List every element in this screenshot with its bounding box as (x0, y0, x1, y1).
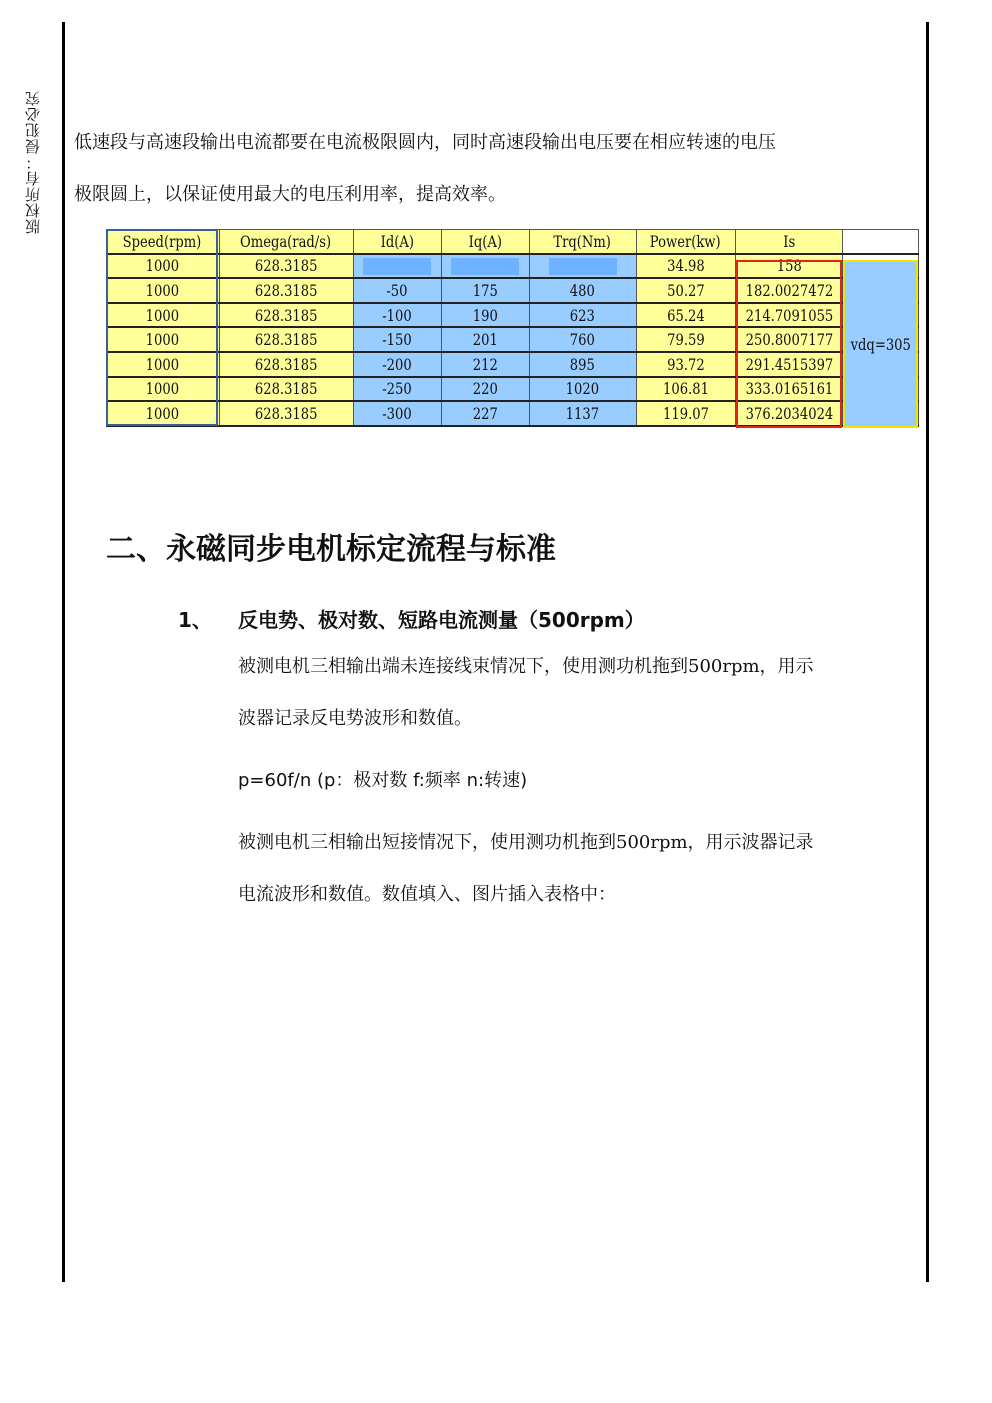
cell-power: 34.98 (636, 254, 735, 279)
cell-trq: 623 (529, 303, 636, 328)
cell-omega: 628.3185 (219, 401, 353, 426)
cell-power: 79.59 (636, 327, 735, 352)
cell-speed: 1000 (106, 254, 219, 279)
table-header-row (106, 230, 919, 254)
cell-iq: 227 (441, 401, 529, 426)
paragraph-1-line-1: 被测电机三相输出端未连接线束情况下，使用测功机拖到500rpm，用示 (238, 656, 814, 677)
cell-speed: 1000 (106, 377, 219, 402)
cell-id: -300 (353, 401, 441, 426)
copyright-side-label: 版权所有：侵犯必究 (24, 90, 42, 234)
header-speed: Speed(rpm) (106, 230, 219, 254)
header-is: Is (735, 230, 843, 254)
table-row (106, 352, 919, 377)
cell-power: 119.07 (636, 401, 735, 426)
cell-is: 158 (735, 254, 843, 279)
cell-power: 65.24 (636, 303, 735, 328)
vdq-note-box: vdq=305 (843, 260, 918, 428)
paragraph-2-line-2: 电流波形和数值。数值填入、图片插入表格中： (238, 884, 616, 905)
cell-trq-blank (529, 254, 636, 279)
table-row (106, 401, 919, 426)
cell-trq: 760 (529, 327, 636, 352)
cell-is: 182.0027472 (735, 278, 843, 303)
table-row (106, 303, 919, 328)
cell-trq: 1137 (529, 401, 636, 426)
cell-speed: 1000 (106, 327, 219, 352)
subsection-number: 1、 (178, 608, 212, 632)
header-blank (843, 230, 919, 254)
cell-iq: 220 (441, 377, 529, 402)
cell-speed: 1000 (106, 401, 219, 426)
cell-omega: 628.3185 (219, 278, 353, 303)
cell-iq: 212 (441, 352, 529, 377)
intro-line-1: 低速段与高速段输出电流都要在电流极限圆内，同时高速段输出电压要在相应转速的电压 (74, 132, 776, 153)
cell-id: -100 (353, 303, 441, 328)
pole-pair-formula: p=60f/n (p：极对数 f:频率 n:转速) (238, 770, 528, 791)
motor-data-table (106, 229, 919, 427)
left-margin-rule (62, 22, 65, 1282)
header-power: Power(kw) (636, 230, 735, 254)
right-margin-rule (926, 22, 929, 1282)
cell-omega: 628.3185 (219, 327, 353, 352)
subsection-heading: 反电势、极对数、短路电流测量（500rpm） (238, 608, 645, 632)
cell-speed: 1000 (106, 303, 219, 328)
cell-speed: 1000 (106, 278, 219, 303)
cell-trq: 480 (529, 278, 636, 303)
header-omega: Omega(rad/s) (219, 230, 353, 254)
cell-iq: 201 (441, 327, 529, 352)
spreadsheet-table-image (106, 229, 920, 429)
cell-is: 214.7091055 (735, 303, 843, 328)
header-trq: Trq(Nm) (529, 230, 636, 254)
cell-id: -200 (353, 352, 441, 377)
cell-omega: 628.3185 (219, 377, 353, 402)
header-id: Id(A) (353, 230, 441, 254)
intro-line-2: 极限圆上，以保证使用最大的电压利用率，提高效率。 (74, 184, 506, 205)
cell-id: -150 (353, 327, 441, 352)
table-row (106, 278, 919, 303)
paragraph-2-line-1: 被测电机三相输出短接情况下，使用测功机拖到500rpm，用示波器记录 (238, 832, 814, 853)
cell-power: 50.27 (636, 278, 735, 303)
cell-trq: 895 (529, 352, 636, 377)
header-iq: Iq(A) (441, 230, 529, 254)
cell-is: 376.2034024 (735, 401, 843, 426)
table-row (106, 254, 919, 279)
cell-iq: 190 (441, 303, 529, 328)
cell-is: 333.0165161 (735, 377, 843, 402)
cell-iq-blank (441, 254, 529, 279)
cell-id: -250 (353, 377, 441, 402)
cell-power: 93.72 (636, 352, 735, 377)
cell-omega: 628.3185 (219, 352, 353, 377)
cell-trq: 1020 (529, 377, 636, 402)
cell-speed: 1000 (106, 352, 219, 377)
cell-omega: 628.3185 (219, 254, 353, 279)
cell-id: -50 (353, 278, 441, 303)
paragraph-1-line-2: 波器记录反电势波形和数值。 (238, 708, 472, 729)
section-heading: 二、永磁同步电机标定流程与标准 (106, 532, 556, 567)
cell-is: 250.8007177 (735, 327, 843, 352)
cell-is: 291.4515397 (735, 352, 843, 377)
cell-iq: 175 (441, 278, 529, 303)
cell-power: 106.81 (636, 377, 735, 402)
table-row (106, 327, 919, 352)
table-row (106, 377, 919, 402)
cell-omega: 628.3185 (219, 303, 353, 328)
cell-id-blank (353, 254, 441, 279)
